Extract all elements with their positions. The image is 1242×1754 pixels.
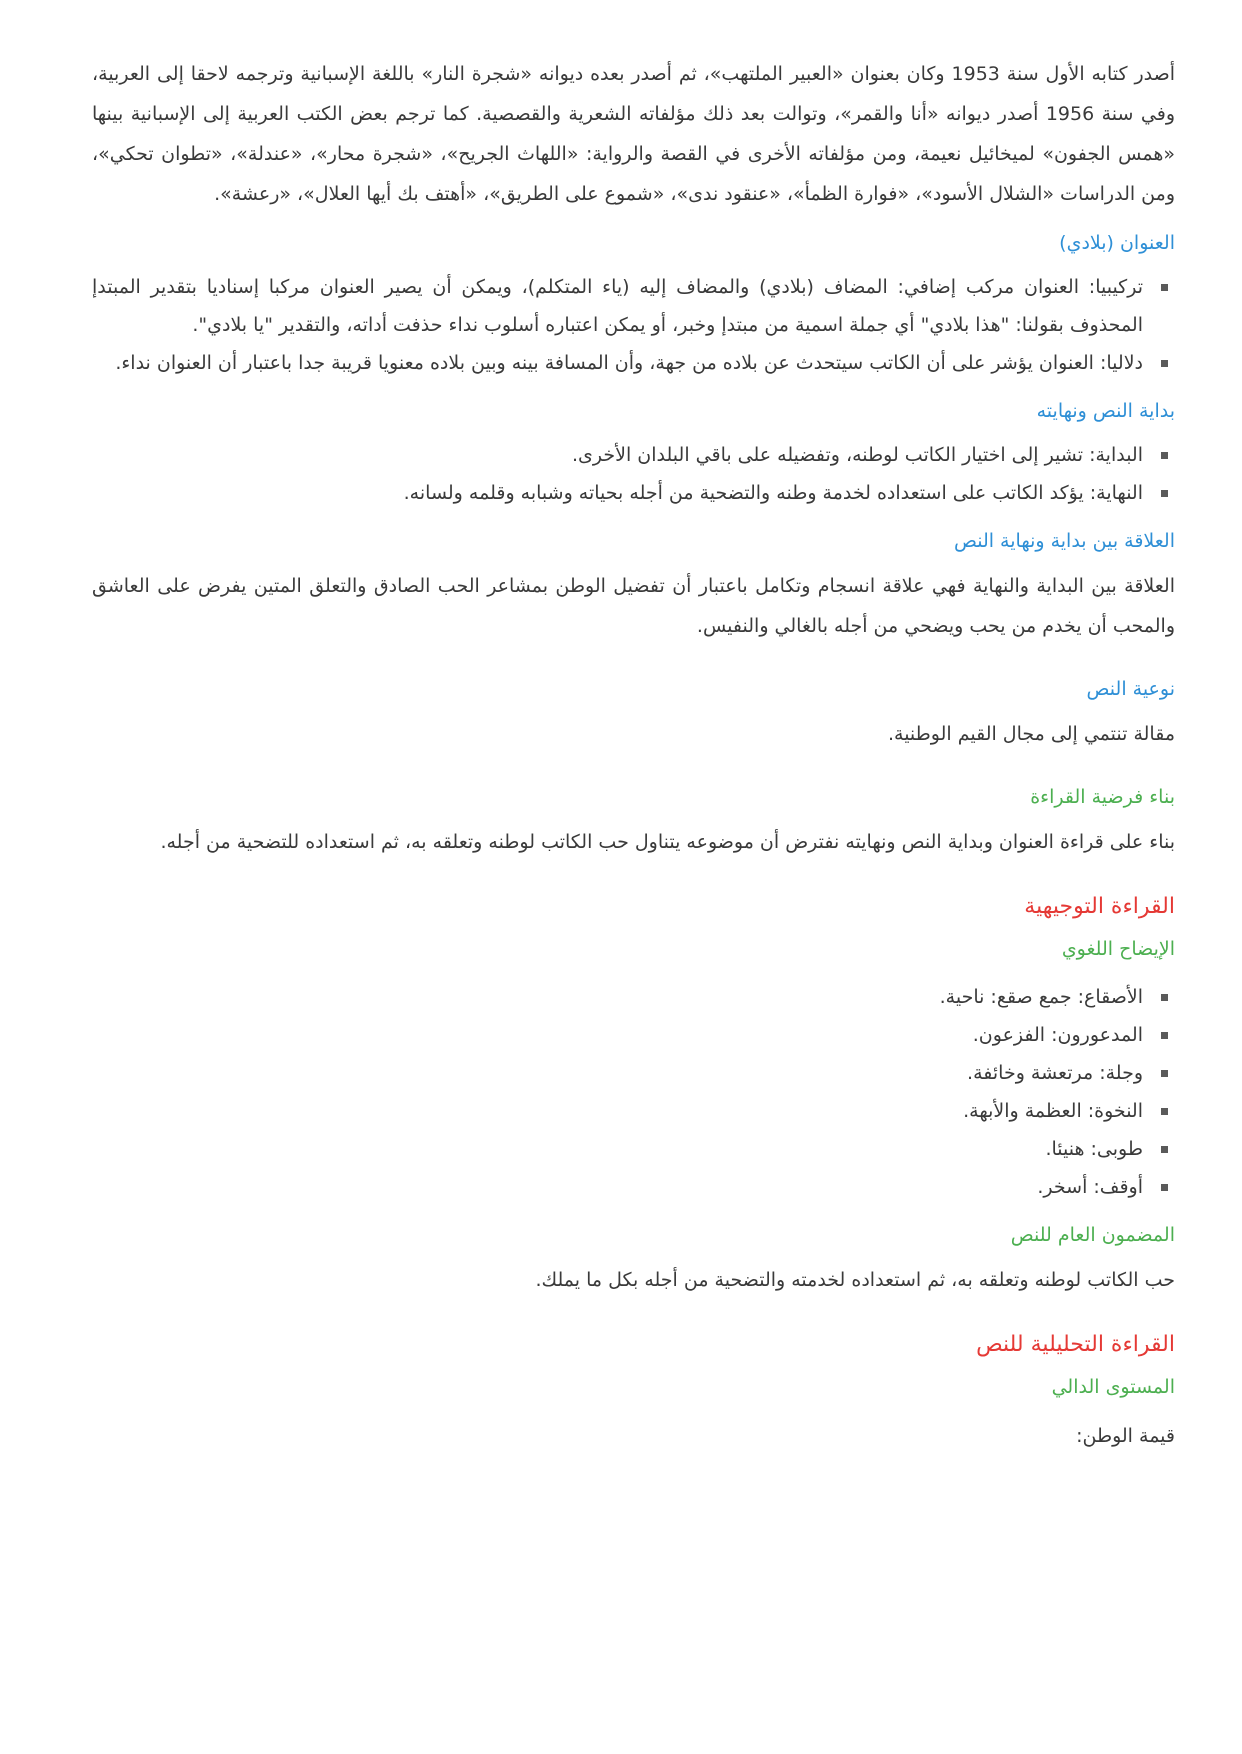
relation-paragraph: العلاقة بين البداية والنهاية فهي علاقة انسجام وتكامل باعتبار أن تفضيل الوطن بمشاعر الحب الصادق والتعلق المتين يفرض على العاشق والمحب أن يخدم من يحب ويضحي من أجله بالغالي والنفيس. — [92, 575, 1175, 637]
guided-reading-heading: القراءة التوجيهية — [1024, 894, 1175, 919]
hypothesis-heading: بناء فرضية القراءة — [1030, 786, 1175, 808]
list-item — [92, 1168, 1143, 1206]
list-item-text: وجلة: مرتعشة وخائفة. — [967, 1062, 1143, 1084]
list-item — [92, 1054, 1143, 1092]
list-item — [92, 436, 1143, 474]
general-content-heading: المضمون العام للنص — [1010, 1224, 1175, 1246]
start-end-list — [92, 436, 1175, 512]
list-item — [92, 344, 1143, 382]
general-content-paragraph: حب الكاتب لوطنه وتعلقه به، ثم استعداده لخدمته والتضحية من أجله بكل ما يملك. — [535, 1269, 1175, 1291]
homeland-value-label: قيمة الوطن: — [1076, 1425, 1175, 1447]
relation-heading: العلاقة بين بداية ونهاية النص — [953, 530, 1175, 552]
list-item-text: دلاليا: العنوان يؤشر على أن الكاتب سيتحدث عن بلاده من جهة، وأن المسافة بينه وبين بلاده معنويا قريبة جدا باعتبار أن العنوان نداء. — [115, 352, 1143, 374]
list-item-text: الأصقاع: جمع صقع: ناحية. — [939, 986, 1143, 1008]
genre-heading: نوعية النص — [1086, 678, 1175, 700]
lexicon-list — [92, 978, 1175, 1206]
start-end-heading: بداية النص ونهايته — [1036, 400, 1175, 422]
square-bullet-icon — [1161, 1184, 1168, 1191]
list-item-text: أوقف: أسخر. — [1037, 1176, 1143, 1198]
list-item-text: البداية: تشير إلى اختيار الكاتب لوطنه، وتفضيله على باقي البلدان الأخرى. — [572, 444, 1143, 466]
semantic-level-heading: المستوى الدالي — [1051, 1376, 1175, 1398]
list-item-text: طوبى: هنيئا. — [1045, 1138, 1143, 1160]
intro-paragraph: أصدر كتابه الأول سنة 1953 وكان بعنوان «العبير الملتهب»، ثم أصدر بعده ديوانه «شجرة النار» باللغة الإسبانية وترجمه لاحقا إلى العربية، وفي سنة 1956 أصدر ديوانه «أنا والقمر»، وتوالت بعد ذلك مؤلفاته الشعرية والقصصية. كما ترجم بعض الكتب العربية إلى الإسبانية بينها «همس الجفون» لميخائيل نعيمة، ومن مؤلفاته الأخرى في القصة والرواية: «اللهاث الجريح»، «شجرة محار»، «عندلة»، «تطوان تحكي»، ومن الدراسات «الشلال الأسود»، «فوارة الظمأ»، «عنقود ندى»، «شموع على الطريق»، «أهتف بك أيها العلال»، «رعشة». — [92, 63, 1176, 205]
square-bullet-icon — [1161, 360, 1168, 367]
square-bullet-icon — [1161, 452, 1168, 459]
list-item — [92, 474, 1143, 512]
list-item — [92, 268, 1143, 344]
square-bullet-icon — [1161, 490, 1168, 497]
list-item — [92, 978, 1143, 1016]
title-section-list — [92, 268, 1175, 382]
list-item-text: النخوة: العظمة والأبهة. — [963, 1100, 1143, 1122]
square-bullet-icon — [1161, 1108, 1168, 1115]
hypothesis-paragraph: بناء على قراءة العنوان وبداية النص ونهايته نفترض أن موضوعه يتناول حب الكاتب لوطنه وتعلقه به، ثم استعداده للتضحية من أجله. — [160, 831, 1175, 853]
lexicon-heading: الإيضاح اللغوي — [1061, 938, 1175, 960]
title-section-heading: العنوان (بلادي) — [1059, 232, 1175, 254]
list-item — [92, 1092, 1143, 1130]
list-item-text: المدعورون: الفزعون. — [972, 1024, 1143, 1046]
genre-paragraph: مقالة تنتمي إلى مجال القيم الوطنية. — [887, 723, 1175, 745]
list-item — [92, 1130, 1143, 1168]
square-bullet-icon — [1161, 1070, 1168, 1077]
list-item-text: النهاية: يؤكد الكاتب على استعداده لخدمة وطنه والتضحية من أجله بحياته وشبابه وقلمه ولسانه. — [403, 482, 1143, 504]
analytical-reading-heading: القراءة التحليلية للنص — [976, 1332, 1175, 1357]
square-bullet-icon — [1161, 284, 1168, 291]
square-bullet-icon — [1161, 1146, 1168, 1153]
square-bullet-icon — [1161, 1032, 1168, 1039]
list-item — [92, 1016, 1143, 1054]
list-item-text: تركيبيا: العنوان مركب إضافي: المضاف (بلادي) والمضاف إليه (ياء المتكلم)، ويمكن أن يصير العنوان مركبا إسناديا بتقدير المبتدإ المحذوف بقولنا: "هذا بلادي" أي جملة اسمية من مبتدإ وخبر، أو يمكن اعتباره أسلوب نداء حذفت أداته، والتقدير "يا بلادي". — [92, 276, 1143, 336]
square-bullet-icon — [1161, 994, 1168, 1001]
